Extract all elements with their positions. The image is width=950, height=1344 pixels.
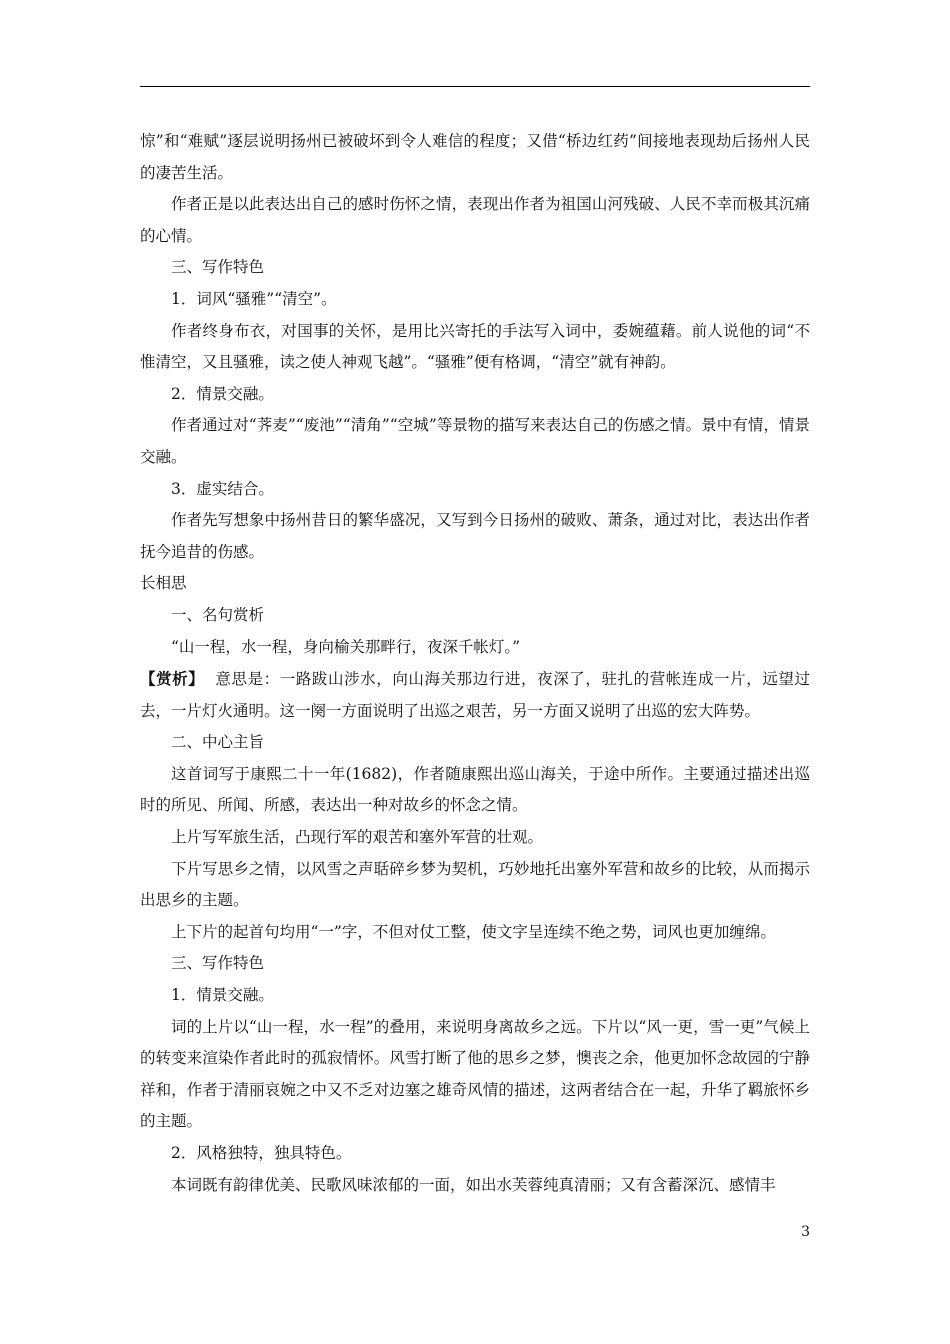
appreciation-text: 意思是：一路跋山涉水，向山海关那边行进，夜深了，驻扎的营帐连成一片，远望过去，一片灯火通明。这一阕一方面说明了出巡之艰苦，另一方面又说明了出巡的宏大阵势。 [140, 670, 810, 720]
paragraph: 作者先写想象中扬州昔日的繁华盛况，又写到今日扬州的破败、萧条，通过对比，表达出作者抚今追昔的伤感。 [140, 511, 810, 561]
appreciation-tag: 【赏析】 [140, 669, 205, 689]
section-heading: 三、写作特色 [171, 258, 265, 277]
paragraph: 下片写思乡之情，以风雪之声聒碎乡梦为契机，巧妙地托出塞外军营和故乡的比较，从而揭示出思乡的主题。 [140, 859, 810, 910]
subheading: 2．风格独特，独具特色。 [171, 1144, 352, 1162]
paragraph: 作者正是以此表达出自己的感时伤怀之情，表现出作者为祖国山河残破、人民不幸而极其沉痛的心情。 [140, 195, 810, 245]
appreciation-paragraph [140, 663, 810, 727]
subheading: 3．虚实结合。 [171, 479, 274, 498]
paragraph: 本词既有韵律优美、民歌风味浓郁的一面，如出水芙蓉纯真清丽；又有含蓄深沉、感情丰 [171, 1175, 776, 1194]
paragraph: 这首词写于康熙二十一年(1682)，作者随康熙出巡山海关，于途中所作。主要通过描述出巡时的所见、所闻、所感，表达出一种对故乡的怀念之情。 [140, 764, 810, 815]
paragraph: 词的上片以“山一程，水一程”的叠用，来说明身离故乡之远。下片以“风一更，雪一更”气候上的转变来渲染作者此时的孤寂情怀。风雪打断了他的思乡之梦，懊丧之余，他更加怀念故园的宁静祥和，作者于清丽哀婉之中又不乏对边塞之雄奇风情的描述，这两者结合在一起，升华了羁旅怀乡的主题。 [140, 1017, 810, 1131]
paragraph: 作者通过对“荠麦”“废池”“清角”“空城”等景物的描写来表达自己的伤感之情。景中有情，情景交融。 [140, 416, 810, 466]
subheading: 1．词风“骚雅”“清空”。 [171, 289, 337, 308]
famous-quote: “山一程，水一程，身向榆关那畔行，夜深千帐灯。” [171, 637, 521, 656]
paragraph: 上下片的起首句均用“一”字，不但对仗工整，使文字呈连续不绝之势，词风也更加缠绵。 [171, 922, 776, 941]
header-rule [140, 86, 810, 87]
section-heading: 三、写作特色 [171, 954, 265, 973]
paragraph: 作者终身布衣，对国事的关怀，是用比兴寄托的手法写入词中，委婉蕴藉。前人说他的词“不惟清空，又且骚雅，读之使人神观飞越”。“骚雅”便有格调，“清空”就有神韵。 [140, 321, 810, 372]
page-number: 3 [801, 1224, 810, 1240]
paragraph: 惊”和“难赋”逐层说明扬州已被破坏到令人难信的程度；又借“桥边红药”间接地表现劫后扬州人民的凄苦生活。 [140, 132, 810, 182]
section-heading: 二、中心主旨 [171, 733, 265, 752]
subheading: 2．情景交融。 [171, 384, 274, 403]
section-heading: 一、名句赏析 [171, 605, 265, 624]
poem-title: 长相思 [140, 574, 187, 593]
paragraph: 上片写军旅生活，凸现行军的艰苦和塞外军营的壮观。 [171, 828, 544, 847]
subheading: 1．情景交融。 [171, 986, 274, 1005]
page-body [140, 126, 810, 1201]
